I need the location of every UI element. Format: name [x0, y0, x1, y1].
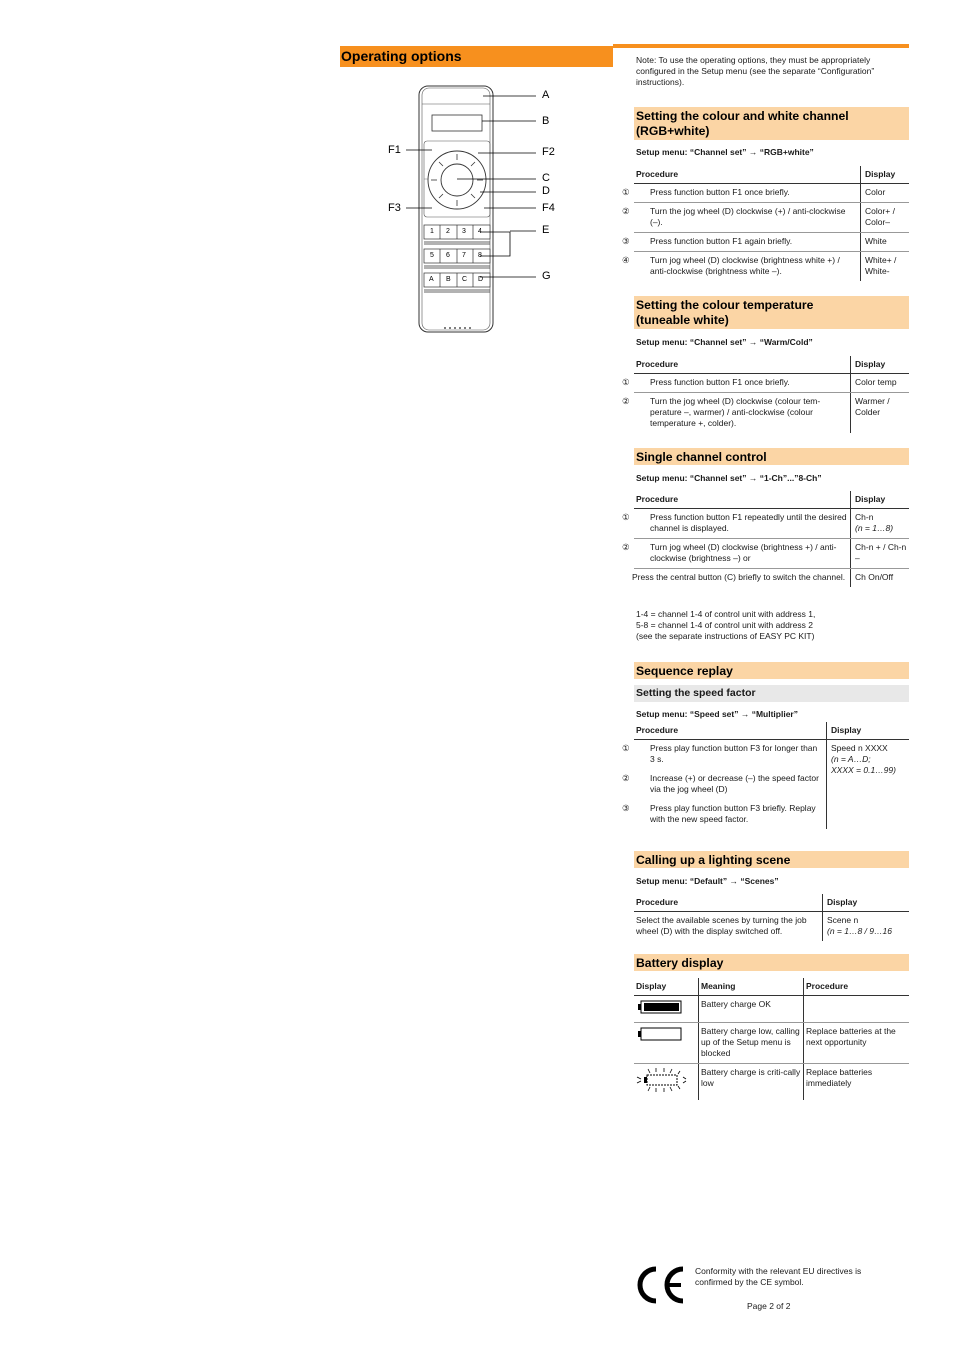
note-text: Note: To use the operating options, they must be appropriately configured in the Setup menu (see the separate “Configuration” instructions).	[636, 55, 875, 87]
procedure-text: Turn jog wheel (D) clockwise (brightness +) / anti-clockwise (brightness –) or	[650, 542, 837, 563]
key-2: 2	[446, 228, 450, 235]
display-value: White+ / White-	[861, 252, 910, 282]
meaning-text: Battery charge is criti-cally low	[699, 1064, 804, 1101]
section-tuneable-white	[634, 296, 909, 329]
label-c: C	[542, 172, 550, 184]
subsection-speed-factor-title: Setting the speed factor	[636, 687, 756, 699]
display-value: Speed n XXXX	[831, 743, 888, 753]
table-row	[634, 1064, 909, 1101]
table-row: ④ Turn jog wheel (D) clockwise (brightness white +) / anti-clockwise (brightness white –). White+ / White-	[634, 252, 909, 282]
meaning-text: Battery charge OK	[699, 996, 804, 1023]
col-procedure: Procedure	[634, 491, 851, 509]
single-footnote: 1-4 = channel 1-4 of control unit with address 1, 5-8 = channel 1-4 of control unit with address 2 (see the separate instructions of EASY PC KIT)	[636, 609, 816, 641]
key-a: A	[429, 276, 434, 283]
display-value: Color temp	[851, 374, 910, 393]
display-value: Color+ / Color–	[861, 203, 910, 233]
table-row: ① Press function button F1 repeatedly until the desired channel is displayed. Ch-n (n = 1…8)	[634, 509, 909, 539]
key-1: 1	[430, 228, 434, 235]
section-battery-display	[634, 954, 909, 971]
ce-mark-icon	[634, 1265, 686, 1305]
tuneable-setup: Setup menu: “Channel set” → “Warm/Cold”	[636, 337, 813, 347]
procedure-text: Press the central button (C) briefly to switch the channel.	[632, 572, 846, 582]
display-value: Ch-n + / Ch-n –	[851, 539, 910, 569]
procedure-text: Press function button F1 once briefly.	[650, 187, 790, 197]
display-value: Ch On/Off	[851, 569, 910, 588]
display-value: Color	[861, 184, 910, 203]
col-display: Display	[823, 894, 910, 912]
table-row	[634, 1023, 909, 1064]
section-single-channel	[634, 448, 909, 465]
battery-empty-icon	[636, 1026, 684, 1042]
table-row: ② Turn the jog wheel (D) clockwise (colour tem-perature –, warmer) / anti-clockwise (colour temperature +, colder). Warmer / Colder	[634, 393, 909, 434]
table-row	[634, 996, 909, 1023]
key-d: D	[478, 276, 484, 283]
scene-table	[634, 894, 909, 941]
label-g: G	[542, 270, 551, 282]
col-procedure: Procedure	[804, 978, 910, 996]
label-f3: F3	[388, 202, 401, 214]
rgb-white-setup: Setup menu: “Channel set” → “RGB+white”	[636, 147, 814, 157]
procedure-text: Turn the jog wheel (D) clockwise (colour tem-perature –, warmer) / anti-clockwise (colour temperature +, colder).	[650, 396, 821, 428]
key-8: 8	[478, 252, 482, 259]
label-b: B	[542, 115, 550, 127]
table-header-row	[634, 356, 909, 374]
section-lighting-scene-title: Calling up a lighting scene	[636, 853, 791, 867]
key-6: 6	[446, 252, 450, 259]
meaning-text: Battery charge low, calling up of the Setup menu is blocked	[699, 1023, 804, 1064]
operating-options-header	[340, 46, 613, 67]
table-row: ① Press function button F1 once briefly. Color temp	[634, 374, 909, 393]
display-note: XXXX = 0.1…99)	[831, 765, 896, 775]
key-b: B	[446, 276, 451, 283]
section-single-channel-title: Single channel control	[636, 450, 767, 464]
single-table	[622, 491, 909, 587]
procedure-text: Press function button F1 once briefly.	[650, 377, 790, 387]
procedure-text: Press function button F1 repeatedly until the desired channel is displayed.	[650, 512, 847, 533]
col-display: Display	[851, 491, 910, 509]
section-battery-display-title: Battery display	[636, 956, 724, 970]
procedure-text: Replace batteries immediately	[804, 1064, 910, 1101]
table-header-row	[634, 722, 909, 740]
display-note: (n = 1…8)	[855, 523, 894, 533]
display-note: (n = 1…8 / 9…16	[827, 926, 892, 936]
col-display: Display	[861, 166, 910, 184]
procedure-text	[804, 996, 910, 1023]
display-value: Scene n	[827, 915, 859, 925]
col-meaning: Meaning	[699, 978, 804, 996]
table-row	[634, 569, 909, 588]
page-number: Page 2 of 2	[747, 1301, 791, 1311]
display-value: White	[861, 233, 910, 252]
section-lighting-scene	[634, 851, 909, 868]
table-row: ① Press function button F1 once briefly. Color	[634, 184, 909, 203]
procedure-text: Select the available scenes by turning the job wheel (D) with the display switched off.	[636, 915, 807, 936]
procedure-text: Replace batteries at the next opportunity	[804, 1023, 910, 1064]
remote-control-diagram	[340, 78, 570, 338]
table-header-row	[634, 491, 909, 509]
table-row	[634, 912, 909, 942]
table-header-row	[634, 978, 909, 996]
col-display: Display	[851, 356, 910, 374]
table-header-row	[634, 166, 909, 184]
key-4: 4	[478, 228, 482, 235]
section-sequence-replay	[634, 662, 909, 679]
col-procedure: Procedure	[634, 166, 861, 184]
table-row: ① Press play function button F3 for longer than 3 s. ② Increase (+) or decrease (–) the speed factor via the jog wheel (D) ③ Press play function button F3 briefly. Replay with the new speed factor. Speed n XXXX (n = A…D; XXXX = 0.1…99)	[634, 740, 909, 830]
sequence-table	[622, 722, 909, 829]
label-a: A	[542, 89, 550, 101]
display-value: Warmer / Colder	[851, 393, 910, 434]
key-3: 3	[462, 228, 466, 235]
table-row: ③ Press function button F1 again briefly. White	[634, 233, 909, 252]
col-procedure: Procedure	[634, 356, 851, 374]
procedure-text: Press function button F1 again briefly.	[650, 236, 793, 246]
battery-flashing-icon	[636, 1067, 688, 1093]
table-header-row	[634, 894, 909, 912]
label-f4: F4	[542, 202, 555, 214]
subsection-speed-factor	[634, 685, 909, 702]
scene-setup: Setup menu: “Default” → “Scenes”	[636, 876, 779, 886]
procedure-text: Increase (+) or decrease (–) the speed factor via the jog wheel (D)	[650, 773, 819, 794]
operating-options-title: Operating options	[341, 48, 462, 64]
battery-table	[634, 978, 909, 1100]
procedure-text: Press play function button F3 briefly. Replay with the new speed factor.	[650, 803, 816, 824]
display-note: (n = A…D;	[831, 754, 871, 764]
section-sequence-replay-title: Sequence replay	[636, 664, 733, 678]
table-row: ② Turn the jog wheel (D) clockwise (+) / anti-clockwise (–). Color+ / Color–	[634, 203, 909, 233]
col-procedure: Procedure	[634, 722, 827, 740]
rgb-white-table	[622, 166, 909, 281]
label-f2: F2	[542, 146, 555, 158]
tuneable-table	[622, 356, 909, 433]
top-accent-bar	[613, 44, 909, 48]
key-5: 5	[430, 252, 434, 259]
battery-full-icon	[636, 999, 684, 1015]
section-rgb-white	[634, 107, 909, 140]
table-row: ② Turn jog wheel (D) clockwise (brightness +) / anti-clockwise (brightness –) or Ch-n + / Ch-n –	[634, 539, 909, 569]
label-f1: F1	[388, 144, 401, 156]
display-value: Ch-n	[855, 512, 874, 522]
procedure-text: Press play function button F3 for longer than 3 s.	[650, 743, 818, 764]
col-procedure: Procedure	[634, 894, 823, 912]
label-e: E	[542, 224, 550, 236]
key-7: 7	[462, 252, 466, 259]
procedure-text: Turn the jog wheel (D) clockwise (+) / anti-clockwise (–).	[650, 206, 846, 227]
procedure-text: Turn jog wheel (D) clockwise (brightness white +) / anti-clockwise (brightness white –).	[650, 255, 840, 276]
col-display: Display	[827, 722, 910, 740]
remote-control-drawing	[340, 78, 570, 338]
single-setup: Setup menu: “Channel set” → “1-Ch”...”8-Ch”	[636, 473, 822, 483]
section-rgb-white-title: Setting the colour and white channel (RGB+white)	[636, 109, 849, 138]
label-d: D	[542, 185, 550, 197]
section-tuneable-white-title: Setting the colour temperature (tuneable white)	[636, 298, 814, 327]
ce-conformity-text: Conformity with the relevant EU directives is confirmed by the CE symbol.	[695, 1266, 862, 1287]
sequence-setup: Setup menu: “Speed set” → “Multiplier”	[636, 709, 798, 719]
col-display: Display	[634, 978, 699, 996]
key-c: C	[462, 276, 468, 283]
